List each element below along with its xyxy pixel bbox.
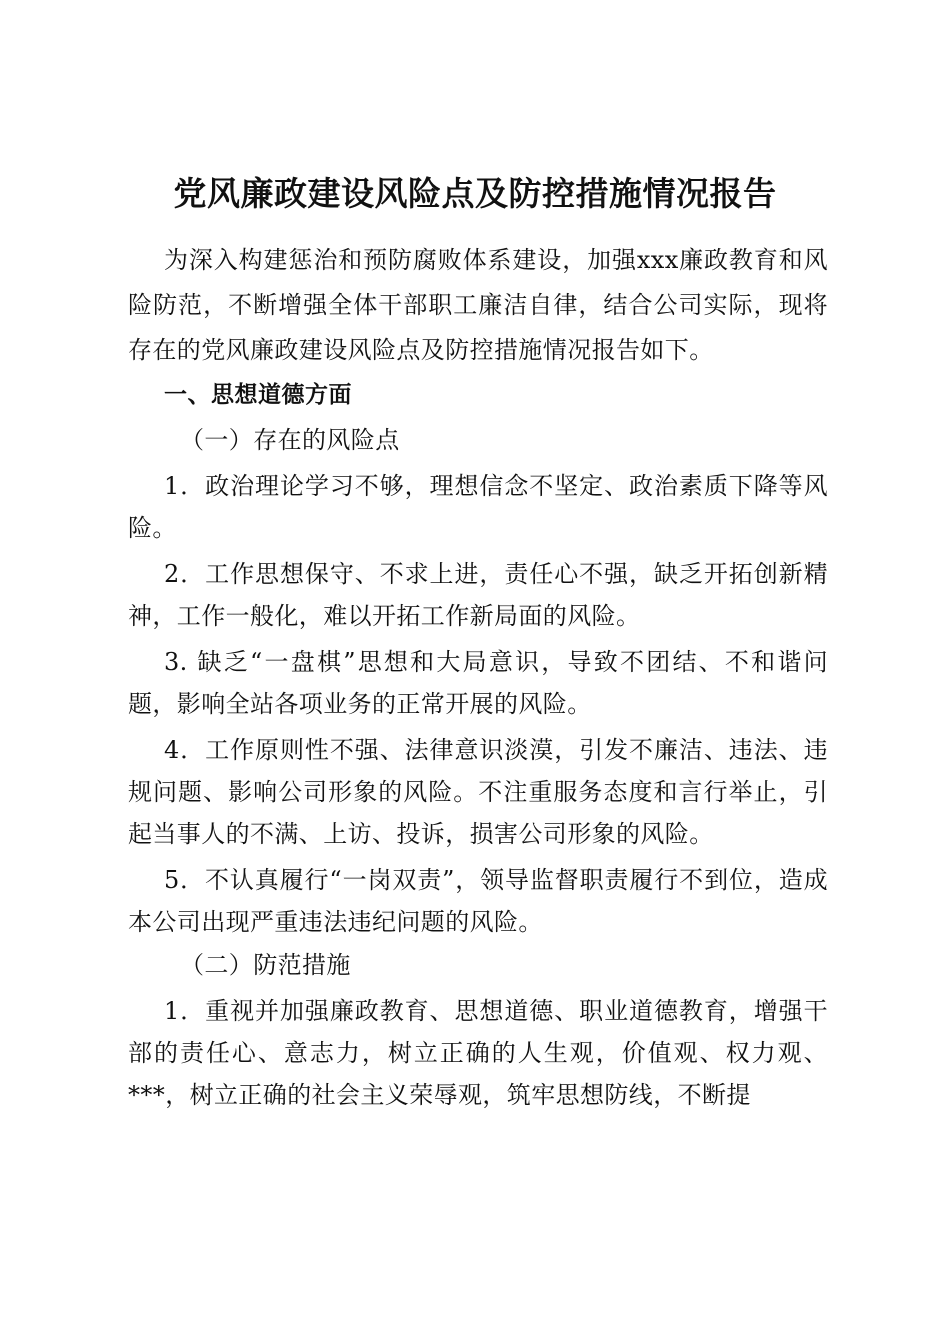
subsection-heading-measures: （二）防范措施: [180, 951, 351, 979]
document-title: 党风廉政建设风险点及防控措施情况报告: [173, 174, 777, 213]
risk-item: 5．不认真履行“一岗双责”，领导监督职责履行不到位，造成本公司出现严重违法违纪问题的风险。: [128, 866, 828, 936]
intro-paragraph: 为深入构建惩治和预防腐败体系建设，加强xxx廉政教育和风险防范，不断增强全体干部职工廉洁自律，结合公司实际，现将存在的党风廉政建设风险点及防控措施情况报告如下。: [128, 246, 828, 364]
measure-item: 1．重视并加强廉政教育、思想道德、职业道德教育，增强干部的责任心、意志力，树立正确的人生观，价值观、权力观、***，树立正确的社会主义荣辱观，筑牢思想防线，不断提: [128, 997, 828, 1109]
subsection-heading-risks: （一）存在的风险点: [180, 426, 400, 454]
risk-item: 4．工作原则性不强、法律意识淡漠，引发不廉洁、违法、违规问题、影响公司形象的风险。不注重服务态度和言行举止，引起当事人的不满、上访、投诉，损害公司形象的风险。: [128, 736, 828, 848]
risk-item: 3. 缺乏“一盘棋”思想和大局意识，导致不团结、不和谐问题，影响全站各项业务的正常开展的风险。: [128, 648, 828, 718]
risk-item: 2．工作思想保守、不求上进，责任心不强，缺乏开拓创新精神，工作一般化，难以开拓工作新局面的风险。: [128, 560, 828, 630]
risk-item: 1．政治理论学习不够，理想信念不坚定、政治素质下降等风险。: [128, 472, 828, 542]
section-heading: 一、思想道德方面: [164, 382, 352, 408]
document-body: [128, 238, 828, 1116]
